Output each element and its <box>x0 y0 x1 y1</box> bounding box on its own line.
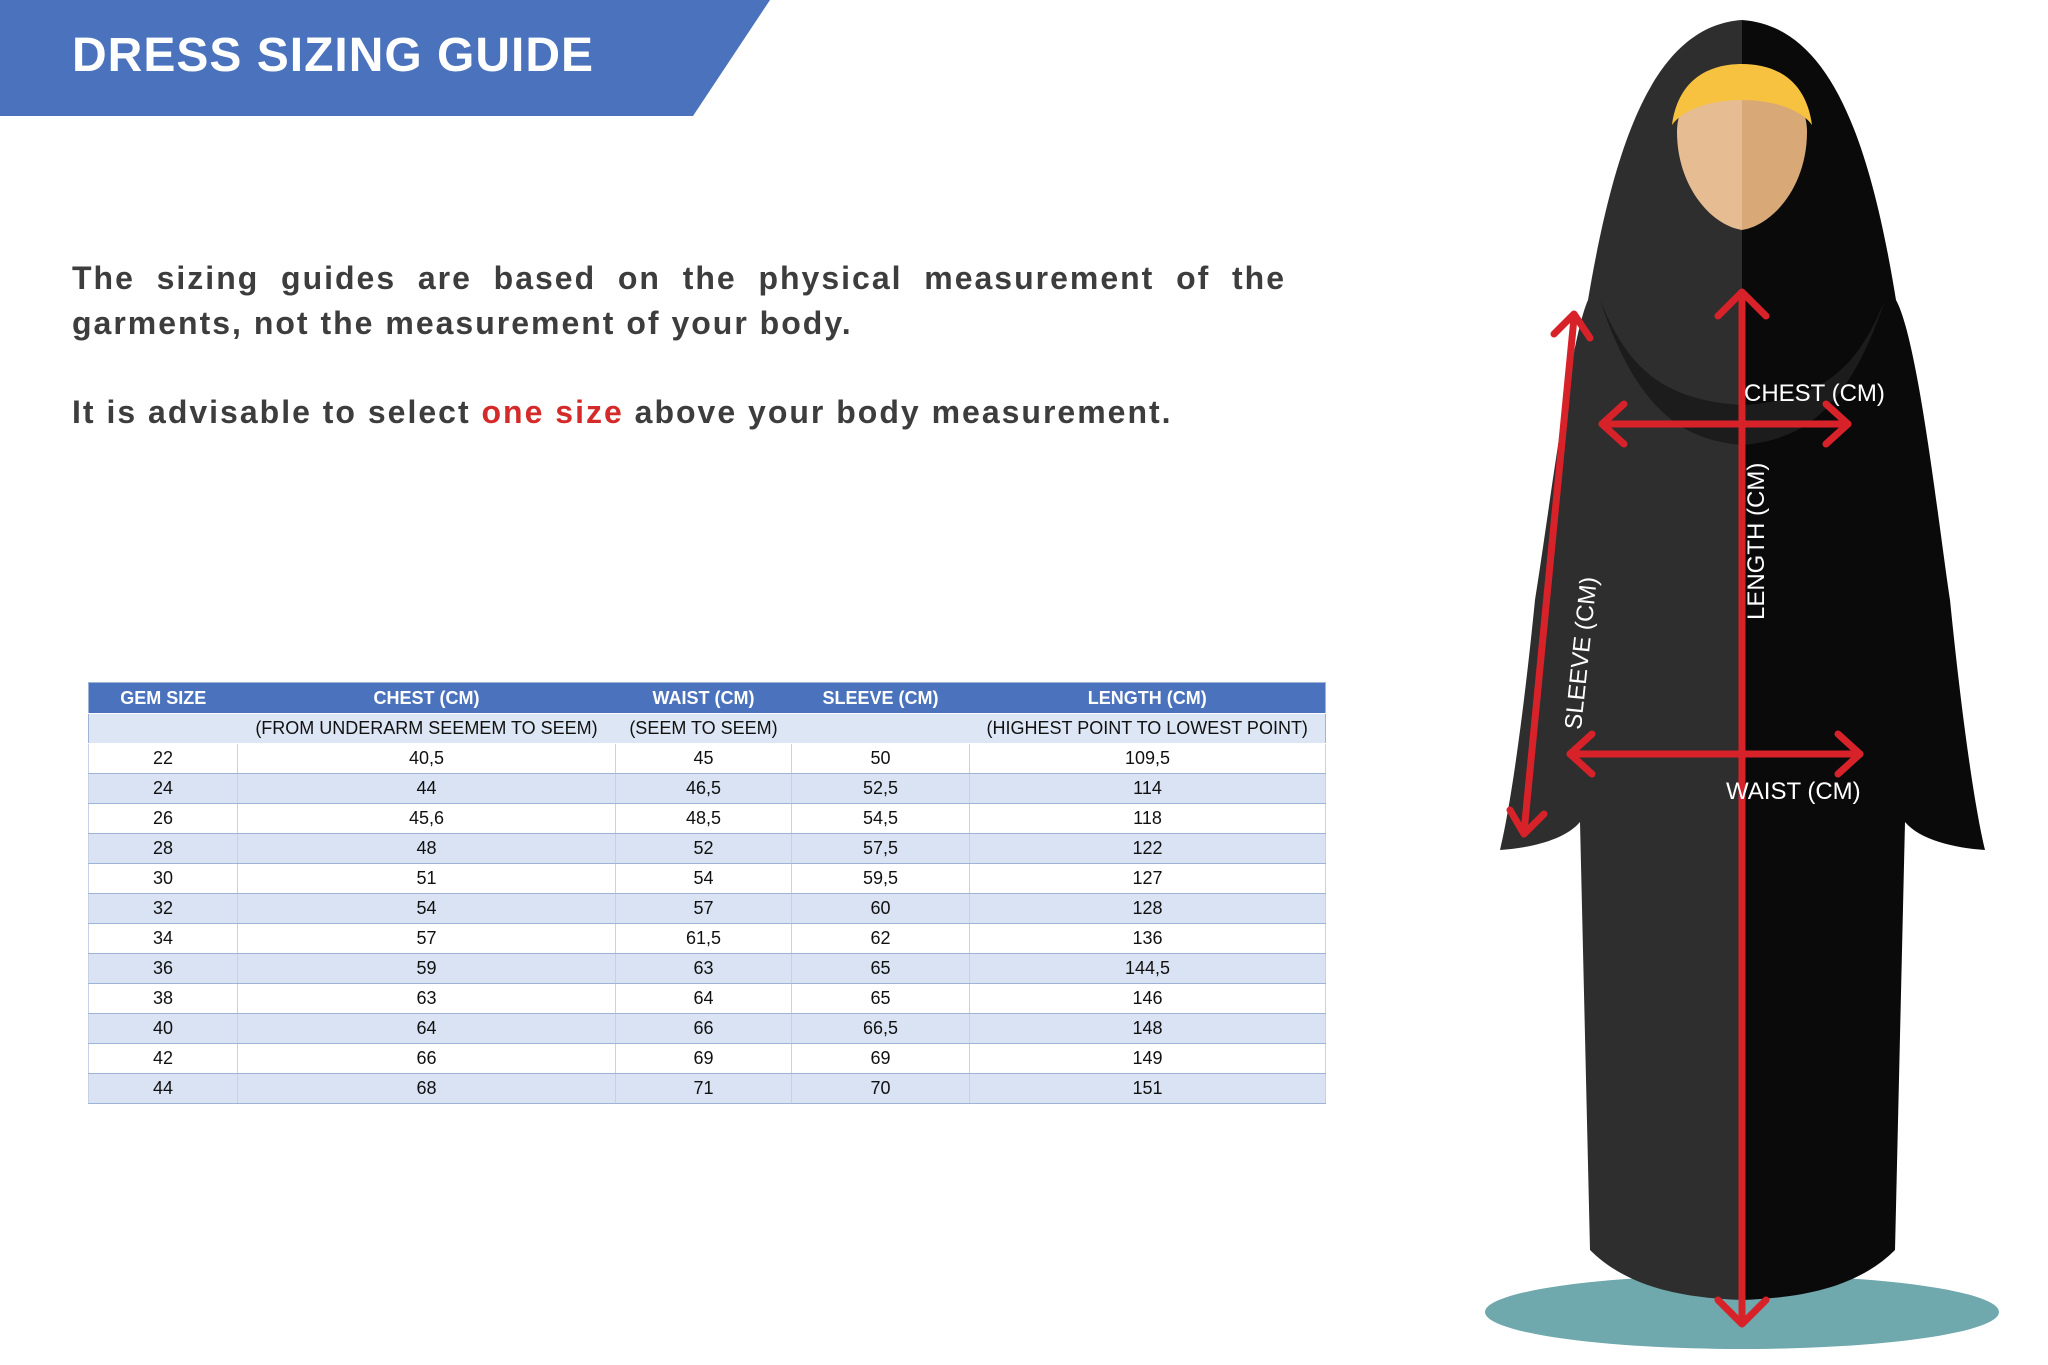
cell-chest: 44 <box>238 774 616 804</box>
dress-illustration <box>1440 0 2048 1365</box>
cell-waist: 61,5 <box>616 924 792 954</box>
cell-gem-size: 30 <box>89 864 238 894</box>
header-gem-size: GEM SIZE <box>89 683 238 714</box>
cell-gem-size: 38 <box>89 984 238 1014</box>
header-waist: WAIST (CM) <box>616 683 792 714</box>
table-row <box>89 804 1326 834</box>
cell-sleeve: 50 <box>792 744 970 774</box>
cell-sleeve: 66,5 <box>792 1014 970 1044</box>
table-row <box>89 924 1326 954</box>
cell-chest: 63 <box>238 984 616 1014</box>
cell-sleeve: 69 <box>792 1044 970 1074</box>
cell-sleeve: 54,5 <box>792 804 970 834</box>
garment-right-half <box>1742 20 1985 1300</box>
cell-length: 128 <box>970 894 1326 924</box>
subheader-waist: (SEEM TO SEEM) <box>616 714 792 744</box>
cell-sleeve: 59,5 <box>792 864 970 894</box>
cell-waist: 48,5 <box>616 804 792 834</box>
cell-waist: 46,5 <box>616 774 792 804</box>
cell-sleeve: 65 <box>792 984 970 1014</box>
garment-left-half <box>1500 20 1742 1300</box>
cell-gem-size: 44 <box>89 1074 238 1104</box>
cell-length: 149 <box>970 1044 1326 1074</box>
table-row <box>89 1074 1326 1104</box>
cell-chest: 64 <box>238 1014 616 1044</box>
subheader-length: (HIGHEST POINT TO LOWEST POINT) <box>970 714 1326 744</box>
cell-waist: 45 <box>616 744 792 774</box>
cell-gem-size: 34 <box>89 924 238 954</box>
subheader-sleeve <box>792 714 970 744</box>
length-label: LENGTH (CM) <box>1743 462 1770 620</box>
size-table <box>88 682 1326 1104</box>
intro-highlight: one size <box>481 394 624 430</box>
intro-line-2 <box>72 390 1286 435</box>
table-row <box>89 954 1326 984</box>
cell-gem-size: 40 <box>89 1014 238 1044</box>
table-row <box>89 744 1326 774</box>
cell-sleeve: 65 <box>792 954 970 984</box>
cell-gem-size: 36 <box>89 954 238 984</box>
chest-label: CHEST (CM) <box>1744 380 1885 407</box>
cell-sleeve: 60 <box>792 894 970 924</box>
cell-chest: 54 <box>238 894 616 924</box>
dress-figure <box>1440 0 2048 1365</box>
cell-waist: 71 <box>616 1074 792 1104</box>
cell-waist: 54 <box>616 864 792 894</box>
subheader-gem-size <box>89 714 238 744</box>
table-row <box>89 834 1326 864</box>
cell-chest: 57 <box>238 924 616 954</box>
intro-line-2-end: above your body measurement. <box>623 394 1173 430</box>
cell-length: 148 <box>970 1014 1326 1044</box>
cell-sleeve: 57,5 <box>792 834 970 864</box>
table-row <box>89 894 1326 924</box>
intro-text <box>72 256 1286 435</box>
cell-waist: 69 <box>616 1044 792 1074</box>
cell-gem-size: 22 <box>89 744 238 774</box>
cell-chest: 59 <box>238 954 616 984</box>
cell-waist: 52 <box>616 834 792 864</box>
cell-length: 127 <box>970 864 1326 894</box>
page-title: DRESS SIZING GUIDE <box>72 29 595 82</box>
cell-length: 151 <box>970 1074 1326 1104</box>
cell-gem-size: 32 <box>89 894 238 924</box>
cell-chest: 40,5 <box>238 744 616 774</box>
intro-line-1: The sizing guides are based on the physical measurement of the garments, not the measurement of your body. <box>72 260 1286 341</box>
waist-label: WAIST (CM) <box>1726 778 1861 805</box>
cell-sleeve: 52,5 <box>792 774 970 804</box>
subheader-chest: (FROM UNDERARM SEEMEM TO SEEM) <box>238 714 616 744</box>
cell-waist: 57 <box>616 894 792 924</box>
intro-line-2-start: It is advisable to select <box>72 394 482 430</box>
table-row <box>89 774 1326 804</box>
table-row <box>89 1014 1326 1044</box>
cell-chest: 66 <box>238 1044 616 1074</box>
table-row <box>89 1044 1326 1074</box>
cell-chest: 48 <box>238 834 616 864</box>
cell-length: 122 <box>970 834 1326 864</box>
cell-length: 146 <box>970 984 1326 1014</box>
cell-chest: 45,6 <box>238 804 616 834</box>
cell-gem-size: 26 <box>89 804 238 834</box>
header-length: LENGTH (CM) <box>970 683 1326 714</box>
table-row <box>89 864 1326 894</box>
cell-sleeve: 70 <box>792 1074 970 1104</box>
cell-chest: 68 <box>238 1074 616 1104</box>
cell-waist: 66 <box>616 1014 792 1044</box>
table-header-row <box>89 683 1326 714</box>
header-sleeve: SLEEVE (CM) <box>792 683 970 714</box>
cell-length: 114 <box>970 774 1326 804</box>
cell-gem-size: 28 <box>89 834 238 864</box>
sleeve-label: SLEEVE (CM) <box>1560 575 1603 731</box>
cell-chest: 51 <box>238 864 616 894</box>
cell-length: 118 <box>970 804 1326 834</box>
cell-length: 144,5 <box>970 954 1326 984</box>
cell-gem-size: 24 <box>89 774 238 804</box>
table-row <box>89 984 1326 1014</box>
cell-waist: 63 <box>616 954 792 984</box>
header-chest: CHEST (CM) <box>238 683 616 714</box>
cell-waist: 64 <box>616 984 792 1014</box>
cell-length: 136 <box>970 924 1326 954</box>
cell-sleeve: 62 <box>792 924 970 954</box>
cell-gem-size: 42 <box>89 1044 238 1074</box>
cell-length: 109,5 <box>970 744 1326 774</box>
table-subheader-row <box>89 714 1326 744</box>
